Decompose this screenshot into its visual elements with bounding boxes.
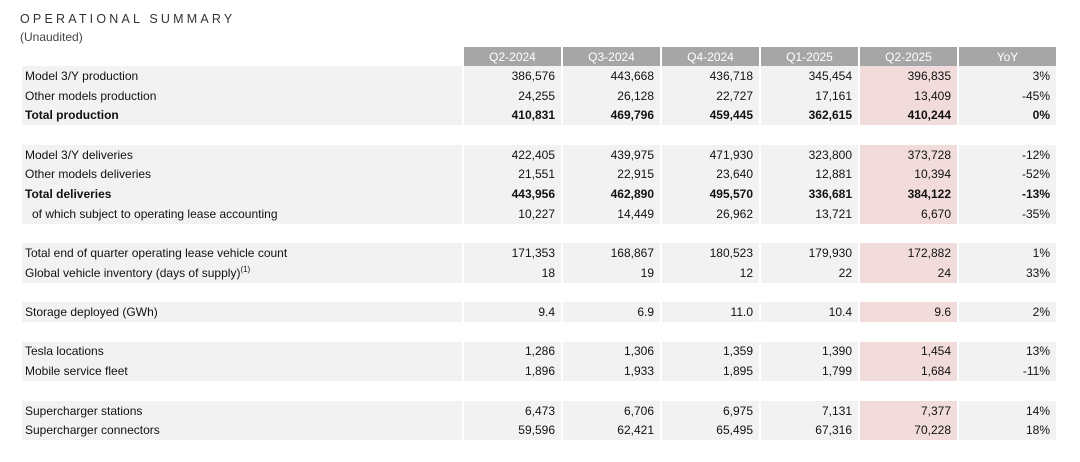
value-cell: 7,131 — [761, 401, 858, 421]
spacer-cell — [22, 283, 1056, 303]
row-label — [22, 243, 462, 263]
table-row — [22, 204, 1056, 224]
value-cell: 6,706 — [563, 401, 660, 421]
value-cell: 22 — [761, 263, 858, 283]
yoy-cell: 2% — [959, 302, 1056, 322]
yoy-cell: -11% — [959, 361, 1056, 381]
table-row — [22, 243, 1056, 263]
value-cell: 14,449 — [563, 204, 660, 224]
value-cell: 1,895 — [662, 361, 759, 381]
row-label-text: Mobile service fleet — [25, 364, 128, 379]
column-header: Q2-2025 — [860, 47, 957, 66]
table-row — [22, 86, 1056, 106]
table-row — [22, 342, 1056, 362]
value-cell: 384,122 — [860, 184, 957, 204]
value-cell: 9.6 — [860, 302, 957, 322]
value-cell: 17,161 — [761, 86, 858, 106]
yoy-cell: -13% — [959, 184, 1056, 204]
value-cell: 443,956 — [464, 184, 561, 204]
group-spacer — [22, 381, 1056, 401]
row-label-text: Other models deliveries — [25, 167, 152, 182]
value-cell: 26,962 — [662, 204, 759, 224]
value-cell: 469,796 — [563, 105, 660, 125]
value-cell: 180,523 — [662, 243, 759, 263]
value-cell: 23,640 — [662, 164, 759, 184]
value-cell: 345,454 — [761, 66, 858, 86]
table-row — [22, 184, 1056, 204]
value-cell: 1,286 — [464, 342, 561, 362]
value-cell: 459,445 — [662, 105, 759, 125]
column-header: YoY — [959, 47, 1056, 66]
row-label — [22, 263, 462, 283]
row-label — [22, 66, 462, 86]
group-spacer — [22, 283, 1056, 303]
value-cell: 26,128 — [563, 86, 660, 106]
table-row — [22, 66, 1056, 86]
table-row — [22, 302, 1056, 322]
table-row — [22, 105, 1056, 125]
value-cell: 179,930 — [761, 243, 858, 263]
row-label-text: Model 3/Y production — [25, 68, 139, 83]
yoy-cell: -52% — [959, 164, 1056, 184]
column-header: Q4-2024 — [662, 47, 759, 66]
column-header: Q1-2025 — [761, 47, 858, 66]
value-cell: 410,831 — [464, 105, 561, 125]
row-label — [22, 204, 462, 224]
table-row — [22, 420, 1056, 440]
value-cell: 12 — [662, 263, 759, 283]
yoy-cell: -12% — [959, 145, 1056, 165]
value-cell: 70,228 — [860, 420, 957, 440]
value-cell: 21,551 — [464, 164, 561, 184]
row-label-text: Other models production — [25, 88, 157, 103]
row-label — [22, 401, 462, 421]
value-cell: 1,896 — [464, 361, 561, 381]
value-cell: 1,933 — [563, 361, 660, 381]
value-cell: 171,353 — [464, 243, 561, 263]
yoy-cell: 18% — [959, 420, 1056, 440]
value-cell: 22,727 — [662, 86, 759, 106]
column-header: Q3-2024 — [563, 47, 660, 66]
group-spacer — [22, 125, 1056, 145]
operational-summary-table — [20, 47, 1058, 440]
table-row — [22, 361, 1056, 381]
footnote-marker: (1) — [240, 264, 251, 274]
row-label-text: Storage deployed (GWh) — [25, 305, 158, 320]
spacer-cell — [22, 125, 1056, 145]
group-spacer — [22, 322, 1056, 342]
spacer-cell — [22, 224, 1056, 244]
value-cell: 62,421 — [563, 420, 660, 440]
value-cell: 1,359 — [662, 342, 759, 362]
value-cell: 6,975 — [662, 401, 759, 421]
yoy-cell: 33% — [959, 263, 1056, 283]
value-cell: 11.0 — [662, 302, 759, 322]
table-row — [22, 164, 1056, 184]
row-label — [22, 145, 462, 165]
value-cell: 22,915 — [563, 164, 660, 184]
value-cell: 168,867 — [563, 243, 660, 263]
value-cell: 396,835 — [860, 66, 957, 86]
value-cell: 7,377 — [860, 401, 957, 421]
value-cell: 67,316 — [761, 420, 858, 440]
value-cell: 471,930 — [662, 145, 759, 165]
yoy-cell: 14% — [959, 401, 1056, 421]
value-cell: 336,681 — [761, 184, 858, 204]
column-header: Q2-2024 — [464, 47, 561, 66]
page-title: OPERATIONAL SUMMARY — [20, 12, 236, 26]
value-cell: 172,882 — [860, 243, 957, 263]
table-row — [22, 145, 1056, 165]
yoy-cell: 3% — [959, 66, 1056, 86]
value-cell: 6,670 — [860, 204, 957, 224]
yoy-cell: 13% — [959, 342, 1056, 362]
group-spacer — [22, 224, 1056, 244]
page-subtitle: (Unaudited) — [20, 30, 83, 44]
value-cell: 1,799 — [761, 361, 858, 381]
value-cell: 443,668 — [563, 66, 660, 86]
value-cell: 1,454 — [860, 342, 957, 362]
value-cell: 373,728 — [860, 145, 957, 165]
row-label-text: Supercharger stations — [25, 403, 143, 418]
row-label — [22, 184, 462, 204]
value-cell: 6.9 — [563, 302, 660, 322]
yoy-cell: -35% — [959, 204, 1056, 224]
header-row — [22, 47, 1056, 66]
value-cell: 323,800 — [761, 145, 858, 165]
value-cell: 12,881 — [761, 164, 858, 184]
value-cell: 10,394 — [860, 164, 957, 184]
row-label — [22, 420, 462, 440]
row-label — [22, 105, 462, 125]
header-blank-cell — [22, 47, 462, 66]
value-cell: 1,684 — [860, 361, 957, 381]
row-label — [22, 342, 462, 362]
value-cell: 18 — [464, 263, 561, 283]
row-label — [22, 86, 462, 106]
row-label-text: Total production — [25, 108, 119, 123]
value-cell: 6,473 — [464, 401, 561, 421]
row-label — [22, 164, 462, 184]
value-cell: 436,718 — [662, 66, 759, 86]
row-label-text: Total end of quarter operating lease vehicle count — [25, 246, 288, 261]
table-row — [22, 401, 1056, 421]
value-cell: 10.4 — [761, 302, 858, 322]
yoy-cell: 1% — [959, 243, 1056, 263]
value-cell: 362,615 — [761, 105, 858, 125]
row-label-text: of which subject to operating lease accounting — [32, 206, 278, 221]
row-label — [22, 361, 462, 381]
value-cell: 10,227 — [464, 204, 561, 224]
row-label — [22, 302, 462, 322]
row-label-text: Supercharger connectors — [25, 423, 160, 438]
value-cell: 19 — [563, 263, 660, 283]
table-row — [22, 263, 1056, 283]
value-cell: 13,721 — [761, 204, 858, 224]
yoy-cell: 0% — [959, 105, 1056, 125]
row-label-text: Total deliveries — [25, 186, 112, 201]
value-cell: 495,570 — [662, 184, 759, 204]
value-cell: 1,306 — [563, 342, 660, 362]
row-label-text: Model 3/Y deliveries — [25, 147, 133, 162]
value-cell: 65,495 — [662, 420, 759, 440]
value-cell: 59,596 — [464, 420, 561, 440]
row-label-text: Global vehicle inventory (days of supply) — [25, 265, 241, 280]
value-cell: 410,244 — [860, 105, 957, 125]
value-cell: 439,975 — [563, 145, 660, 165]
value-cell: 1,390 — [761, 342, 858, 362]
value-cell: 24 — [860, 263, 957, 283]
yoy-cell: -45% — [959, 86, 1056, 106]
value-cell: 13,409 — [860, 86, 957, 106]
value-cell: 462,890 — [563, 184, 660, 204]
value-cell: 24,255 — [464, 86, 561, 106]
value-cell: 422,405 — [464, 145, 561, 165]
row-label-text: Tesla locations — [25, 344, 104, 359]
value-cell: 386,576 — [464, 66, 561, 86]
value-cell: 9.4 — [464, 302, 561, 322]
spacer-cell — [22, 322, 1056, 342]
spacer-cell — [22, 381, 1056, 401]
